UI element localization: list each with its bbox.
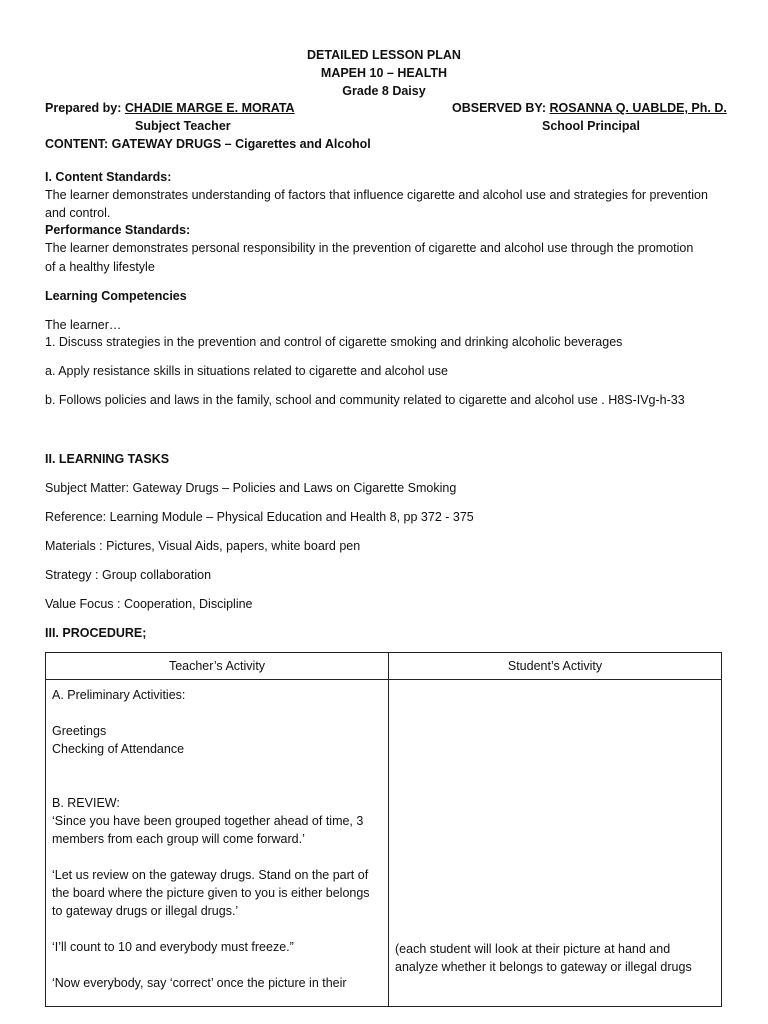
review-instruction-3: ‘I’ll count to 10 and everybody must freeze.” bbox=[52, 940, 294, 954]
learner-intro: The learner… bbox=[45, 318, 122, 332]
value-focus: Value Focus : Cooperation, Discipline bbox=[45, 597, 253, 611]
review-instruction-2c: to gateway drugs or illegal drugs.’ bbox=[52, 904, 239, 918]
performance-standards-text-2: of a healthy lifestyle bbox=[45, 260, 155, 274]
observed-by-name: ROSANNA Q. UABLDE, Ph. D. bbox=[549, 101, 727, 115]
performance-standards-heading: Performance Standards: bbox=[45, 223, 191, 237]
observed-by-block bbox=[452, 99, 727, 117]
learning-competencies-heading: Learning Competencies bbox=[45, 289, 187, 303]
procedure-heading: III. PROCEDURE; bbox=[45, 626, 147, 640]
document-grade: Grade 8 Daisy bbox=[342, 84, 426, 98]
prepared-by-role: Subject Teacher bbox=[135, 119, 231, 133]
learning-tasks-heading: II. LEARNING TASKS bbox=[45, 452, 170, 466]
prepared-by-name: CHADIE MARGE E. MORATA bbox=[124, 101, 295, 115]
competency-b: b. Follows policies and laws in the family, school and community related to cigarette and alcohol use . H8S-IVg-h-33 bbox=[45, 393, 685, 407]
table-row bbox=[46, 680, 722, 1007]
observed-by-role: School Principal bbox=[542, 119, 640, 133]
procedure-table bbox=[45, 652, 722, 1007]
prepared-by-label: Prepared by: bbox=[45, 101, 122, 115]
student-activity-line-2: analyze whether it belongs to gateway or illegal drugs bbox=[395, 960, 692, 974]
subject-matter: Subject Matter: Gateway Drugs – Policies and Laws on Cigarette Smoking bbox=[45, 481, 457, 495]
content-standards-heading: I. Content Standards: bbox=[45, 170, 172, 184]
competency-a: a. Apply resistance skills in situations related to cigarette and alcohol use bbox=[45, 364, 449, 378]
student-activity-line-1: (each student will look at their picture at hand and bbox=[395, 942, 671, 956]
reference: Reference: Learning Module – Physical Education and Health 8, pp 372 - 375 bbox=[45, 510, 474, 524]
materials: Materials : Pictures, Visual Aids, papers, white board pen bbox=[45, 539, 361, 553]
review-instruction-1a: ‘Since you have been grouped together ahead of time, 3 bbox=[52, 814, 364, 828]
strategy: Strategy : Group collaboration bbox=[45, 568, 212, 582]
checking-attendance: Checking of Attendance bbox=[52, 742, 185, 756]
procedure-table-header-row bbox=[46, 653, 722, 680]
student-activity-cell bbox=[389, 680, 722, 1007]
preliminary-activities: A. Preliminary Activities: bbox=[52, 688, 186, 702]
prepared-by-block bbox=[45, 99, 295, 117]
content-standards-text-1: The learner demonstrates understanding of factors that influence cigarette and alcohol use and strategies for prevention bbox=[45, 188, 708, 202]
review-instruction-4: ‘Now everybody, say ‘correct’ once the picture in their bbox=[52, 976, 347, 990]
teacher-activity-header: Teacher’s Activity bbox=[46, 653, 389, 680]
review-instruction-2a: ‘Let us review on the gateway drugs. Stand on the part of bbox=[52, 868, 369, 882]
content-line: CONTENT: GATEWAY DRUGS – Cigarettes and Alcohol bbox=[45, 137, 371, 151]
document-title: DETAILED LESSON PLAN bbox=[307, 48, 461, 62]
competency-1: 1. Discuss strategies in the prevention and control of cigarette smoking and drinking alcoholic beverages bbox=[45, 335, 623, 349]
teacher-activity-cell bbox=[46, 680, 389, 1007]
document-subject: MAPEH 10 – HEALTH bbox=[320, 66, 448, 80]
student-activity-header: Student’s Activity bbox=[389, 653, 722, 680]
review-instruction-2b: the board where the picture given to you is either belongs bbox=[52, 886, 370, 900]
observed-by-label: OBSERVED BY: bbox=[452, 101, 547, 115]
review-heading: B. REVIEW: bbox=[52, 796, 120, 810]
greetings: Greetings bbox=[52, 724, 107, 738]
performance-standards-text-1: The learner demonstrates personal responsibility in the prevention of cigarette and alcohol use through the promotion bbox=[45, 241, 694, 255]
review-instruction-1b: members from each group will come forward.’ bbox=[52, 832, 305, 846]
content-standards-text-2: and control. bbox=[45, 206, 111, 220]
